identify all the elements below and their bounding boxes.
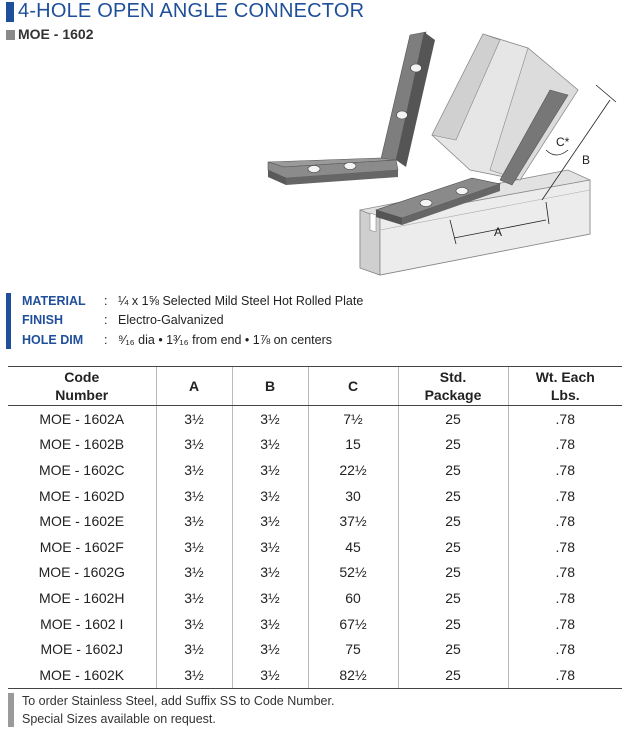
c-cell: 82½ [308, 662, 398, 688]
angle-plate-standalone [268, 32, 435, 185]
c-cell: 60 [308, 585, 398, 611]
package-cell: 25 [398, 611, 508, 637]
spec-accent-bar [6, 293, 11, 349]
dimension-c-label: C* [556, 135, 570, 149]
table-row [8, 636, 622, 662]
column-header-code-number: Code Number [8, 367, 156, 406]
table-header-row [8, 367, 622, 406]
table-row [8, 483, 622, 509]
spec-value: ⁹⁄₁₆ dia • 1³⁄₁₆ from end • 1⅞ on centers [118, 333, 332, 347]
package-cell: 25 [398, 534, 508, 560]
page-title: 4-HOLE OPEN ANGLE CONNECTOR [18, 0, 365, 22]
column-header-weight: Wt. Each Lbs. [508, 367, 622, 406]
package-cell: 25 [398, 457, 508, 483]
c-cell: 22½ [308, 457, 398, 483]
c-cell: 30 [308, 483, 398, 509]
spec-colon: : [104, 313, 108, 327]
spec-value: Electro-Galvanized [118, 313, 224, 327]
note-accent-bar [8, 693, 14, 727]
c-cell: 52½ [308, 560, 398, 586]
column-header-c: C [308, 367, 398, 406]
b-cell: 3½ [232, 534, 308, 560]
c-cell: 15 [308, 432, 398, 458]
b-cell: 3½ [232, 508, 308, 534]
a-cell: 3½ [156, 611, 232, 637]
title-accent-bar [6, 2, 14, 22]
weight-cell: .78 [508, 432, 622, 458]
package-cell: 25 [398, 508, 508, 534]
table-row [8, 560, 622, 586]
a-cell: 3½ [156, 432, 232, 458]
code-cell: MOE - 1602D [38, 487, 125, 504]
weight-cell: .78 [508, 611, 622, 637]
spec-colon: : [104, 333, 108, 347]
weight-cell: .78 [508, 534, 622, 560]
weight-cell: .78 [508, 636, 622, 662]
column-header-b: B [232, 367, 308, 406]
b-cell: 3½ [232, 406, 308, 432]
a-cell: 3½ [156, 457, 232, 483]
weight-cell: .78 [508, 483, 622, 509]
product-table [8, 366, 622, 689]
angled-channel [432, 34, 578, 185]
code-cell: MOE - 1602C [38, 461, 125, 478]
b-cell: 3½ [232, 662, 308, 688]
b-cell: 3½ [232, 457, 308, 483]
table-row [8, 662, 622, 688]
b-cell: 3½ [232, 483, 308, 509]
c-cell: 75 [308, 636, 398, 662]
code-cell: MOE - 1602 I [40, 615, 124, 632]
a-cell: 3½ [156, 534, 232, 560]
package-cell: 25 [398, 560, 508, 586]
weight-cell: .78 [508, 508, 622, 534]
package-cell: 25 [398, 636, 508, 662]
code-cell: MOE - 1602J [40, 641, 123, 658]
spec-label: FINISH [22, 313, 63, 327]
spec-colon: : [104, 294, 108, 308]
c-cell: 7½ [308, 406, 398, 432]
weight-cell: .78 [508, 585, 622, 611]
table-row [8, 585, 622, 611]
a-cell: 3½ [156, 508, 232, 534]
spec-label: MATERIAL [22, 294, 86, 308]
table-row [8, 534, 622, 560]
weight-cell: .78 [508, 406, 622, 432]
b-cell: 3½ [232, 585, 308, 611]
code-cell: MOE - 1602B [39, 436, 125, 453]
connector-illustration [250, 20, 630, 280]
c-cell: 37½ [308, 508, 398, 534]
b-cell: 3½ [232, 432, 308, 458]
product-code-subtitle: MOE - 1602 [18, 26, 94, 42]
a-cell: 3½ [156, 406, 232, 432]
a-cell: 3½ [156, 636, 232, 662]
code-cell: MOE - 1602H [38, 589, 125, 606]
note-special-sizes: Special Sizes available on request. [22, 712, 216, 726]
code-cell: MOE - 1602F [39, 538, 124, 555]
spec-label: HOLE DIM [22, 333, 84, 347]
weight-cell: .78 [508, 457, 622, 483]
table-row [8, 457, 622, 483]
table-row [8, 406, 622, 432]
code-cell: MOE - 1602G [38, 564, 125, 581]
table-row [8, 508, 622, 534]
a-cell: 3½ [156, 560, 232, 586]
b-cell: 3½ [232, 560, 308, 586]
code-cell: MOE - 1602K [8, 662, 156, 688]
a-cell: 3½ [156, 662, 232, 688]
code-cell: MOE - 1602E [39, 513, 125, 530]
b-cell: 3½ [232, 611, 308, 637]
package-cell: 25 [398, 585, 508, 611]
weight-cell: .78 [508, 662, 622, 688]
dimension-b-label: B [582, 153, 591, 167]
a-cell: 3½ [156, 585, 232, 611]
b-cell: 3½ [232, 636, 308, 662]
subtitle-marker [6, 30, 15, 40]
c-cell: 67½ [308, 611, 398, 637]
package-cell: 25 [398, 483, 508, 509]
note-stainless: To order Stainless Steel, add Suffix SS to Code Number. [22, 694, 335, 708]
package-cell: 25 [398, 432, 508, 458]
column-header-a: A [156, 367, 232, 406]
dimension-a-label: A [494, 225, 503, 239]
spec-value: ¼ x 1⅝ Selected Mild Steel Hot Rolled Plate [118, 294, 364, 308]
c-cell: 45 [308, 534, 398, 560]
code-cell: MOE - 1602A [39, 410, 125, 427]
a-cell: 3½ [156, 483, 232, 509]
package-cell: 25 [398, 406, 508, 432]
column-header-std-package: Std. Package [398, 367, 508, 406]
package-cell: 25 [398, 662, 508, 688]
table-row [8, 611, 622, 637]
weight-cell: .78 [508, 560, 622, 586]
table-row [8, 432, 622, 458]
